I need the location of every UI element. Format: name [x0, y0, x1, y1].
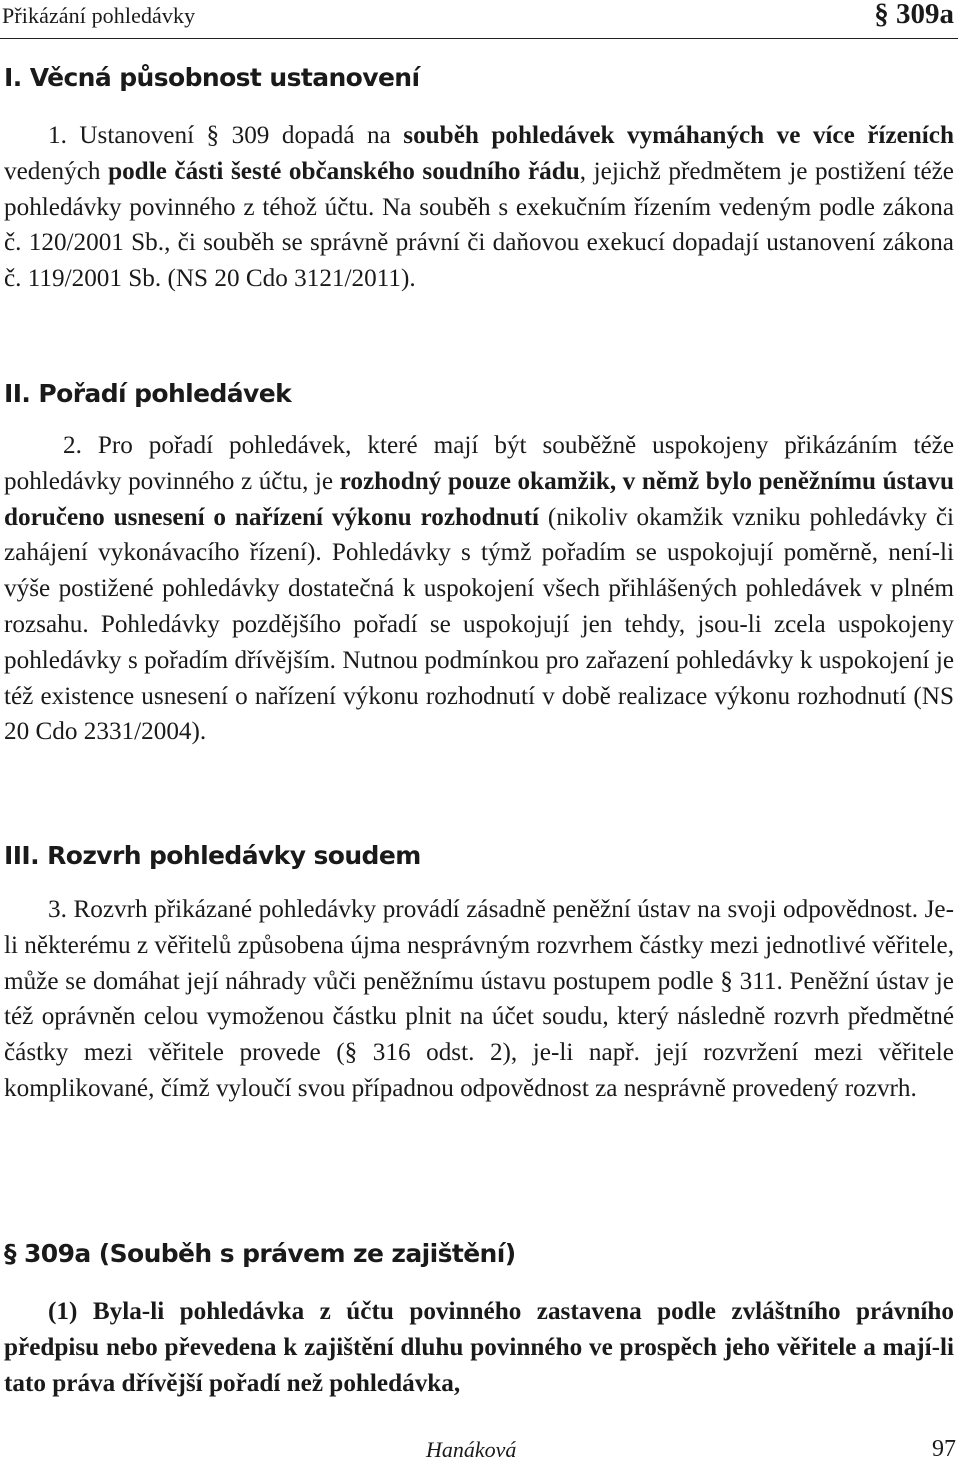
paragraph-3	[4, 892, 954, 1107]
text-run: 2. Pro pořadí pohledávek, které mají být souběžně uspokojeny přikázáním téže pohledávky povinného z účtu, je	[4, 432, 954, 495]
bold-phrase: rozhodný pouze okamžik, v němž bylo peněžnímu ústavu doručeno usnesení o nařízení výkonu rozhodnutí	[4, 467, 954, 531]
paragraph-309a-subsection-1: (1) Byla-li pohledávka z účtu povinného zastavena podle zvláštního právního předpisu nebo převedena k zajištění dluhu povinného ve prospěch jeho věřitele a mají-li tato práva dřívější pořadí než pohledávka,	[4, 1298, 954, 1397]
text-run: 3. Rozvrh přikázané pohledávky provádí zásadně peněžní ústav na svoji odpovědnost. Je-li některému z věřitelů způsobena újma nesprávným rozvrhem částky mezi jednotlivé věřitele, může se domáhat její náhrady vůči peněžnímu ústavu postupem podle § 311. Peněžní ústav je též oprávněn celou vymoženou částku plnit na účet soudu, který následně rozvrh předmětné částky mezi věřitele provede (§ 316 odst. 2), je-li např. její rozvržení mezi věřitele komplikované, čímž vyloučí svou případnou odpovědnost za nesprávně provedený rozvrh.	[4, 896, 954, 1102]
section-heading-3: III. Rozvrh pohledávky soudem	[4, 841, 421, 870]
page-number: 97	[932, 1436, 956, 1462]
paragraph-1	[4, 118, 954, 297]
paragraph-309a-heading: § 309a (Souběh s právem ze zajištění)	[4, 1239, 516, 1268]
header-section-number: § 309a	[874, 0, 954, 30]
bold-phrase: souběh pohledávek vymáhaných ve více řízeních	[403, 122, 954, 149]
text-run: vedených	[4, 157, 109, 185]
bold-phrase: podle části šesté občanského soudního řádu	[108, 157, 580, 185]
section-heading-1: I. Věcná působnost ustanovení	[4, 63, 420, 92]
running-header	[0, 0, 958, 39]
text-run: , jejichž předmětem je postižení téže pohledávky povinného z téhož účtu. Na souběh s exekučním řízením vedeným podle zákona č. 120/2001 Sb., či souběh se správně právní či daňovou exekucí dopadají ustanovení zákona č. 119/2001 Sb. (NS 20 Cdo 3121/2011).	[4, 157, 954, 293]
section-heading-2: II. Pořadí pohledávek	[4, 379, 292, 408]
chapter-title: Přikázání pohledávky	[2, 3, 196, 28]
paragraph-2	[4, 428, 954, 750]
text-run: 1. Ustanovení § 309 dopadá na	[48, 122, 404, 149]
footer-author: Hanáková	[426, 1437, 517, 1462]
text-run: (nikoliv okamžik vzniku pohledávky či zahájení vykonávacího řízení). Pohledávky s týmž pořadím se uspokojují poměrně, není-li výše postižené pohledávky dostatečná k uspokojení všech přihlášených pohledávek v plném rozsahu. Pohledávky pozdějšího pořadí se uspokojují jen tehdy, jsou-li zcela uspokojeny pohledávky s pořadím dřívějším. Nutnou podmínkou pro zařazení pohledávky k uspokojení je též existence usnesení o nařízení výkonu rozhodnutí v době realizace výkonu rozhodnutí (NS 20 Cdo 2331/2004).	[4, 503, 954, 746]
